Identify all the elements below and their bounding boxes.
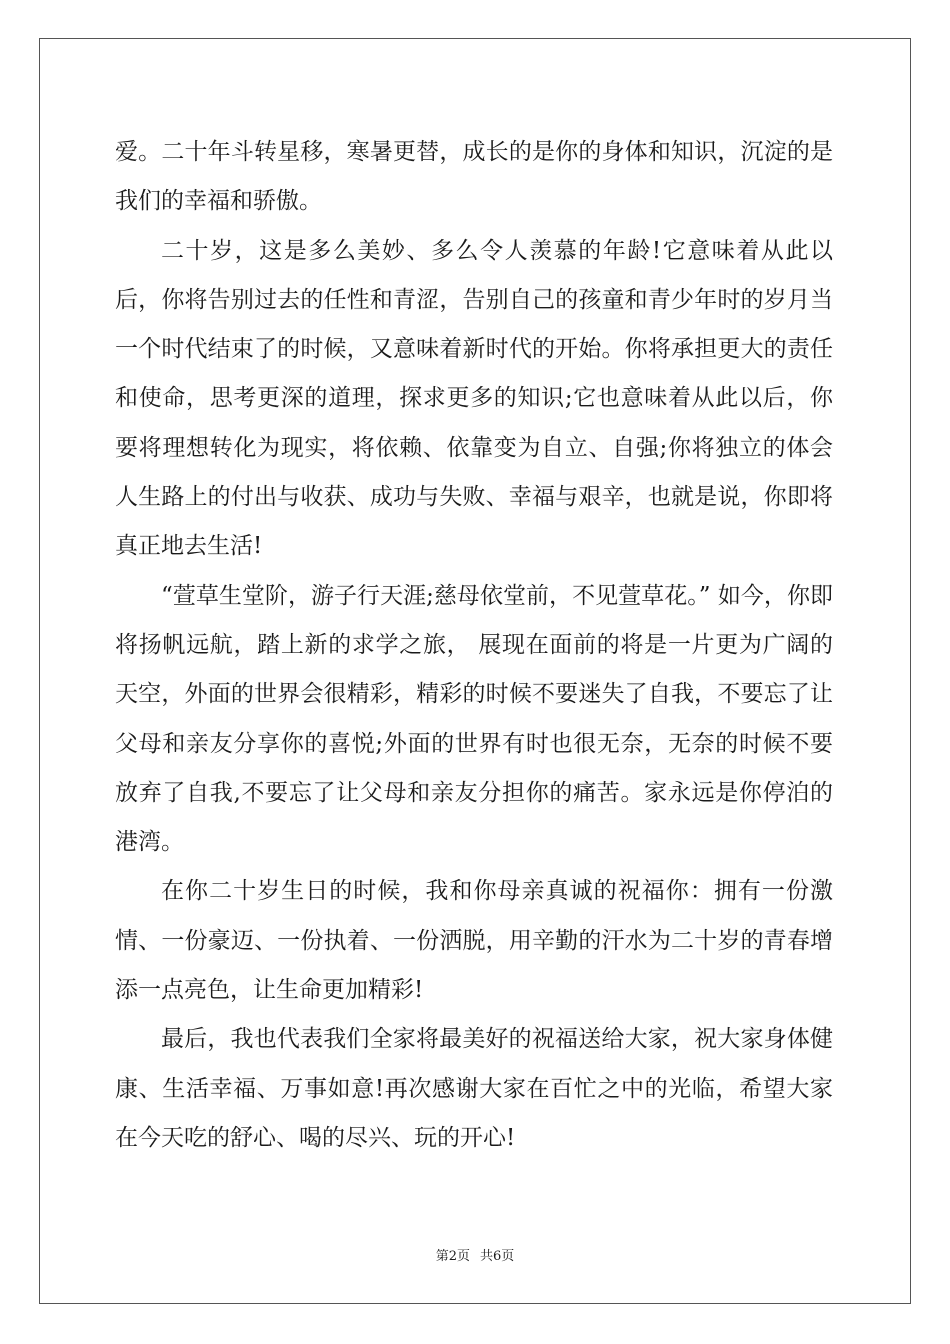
document-body [115,128,833,1163]
paragraph-1: 爱。二十年斗转星移，寒暑更替，成长的是你的身体和知识，沉淀的是我们的幸福和骄傲。 [115,139,833,215]
paragraph-3: “萱草生堂阶，游子行天涯;慈母依堂前，不见萱草花。” 如今，你即将扬帆远航，踏上新的求学之旅， 展现在面前的将是一片更为广阔的天空，外面的世界会很精彩，精彩的时候不要迷失了自我，不要忘了让父母和亲友分享你的喜悦;外面的世界有时也很无奈，无奈的时候不要放弃了自我,不要忘了让父母和亲友分担你的痛苦。家永远是你停泊的港湾。 [115,582,833,856]
page-footer [0,1245,950,1264]
paragraph-2: 二十岁，这是多么美妙、多么令人羡慕的年龄!它意味着从此以后，你将告别过去的任性和青涩，告别自己的孩童和青少年时的岁月当一个时代结束了的时候，又意味着新时代的开始。你将承担更大的责任和使命，思考更深的道理，探求更多的知识;它也意味着从此以后，你要将理想转化为现实，将依赖、依靠变为自立、自强;你将独立的体会人生路上的付出与收获、成功与失败、幸福与艰辛，也就是说，你即将真正地去生活! [115,237,833,560]
paragraph-4: 在你二十岁生日的时候，我和你母亲真诚的祝福你：拥有一份激情、一份豪迈、一份执着、一份洒脱，用辛勤的汗水为二十岁的青春增添一点亮色，让生命更加精彩! [115,878,833,1004]
page-number: 第2页 [435,1249,470,1264]
paragraph-5: 最后，我也代表我们全家将最美好的祝福送给大家，祝大家身体健康、生活幸福、万事如意!再次感谢大家在百忙之中的光临，希望大家在今天吃的舒心、喝的尽兴、玩的开心! [115,1026,833,1151]
page-total: 共6页 [480,1249,515,1264]
